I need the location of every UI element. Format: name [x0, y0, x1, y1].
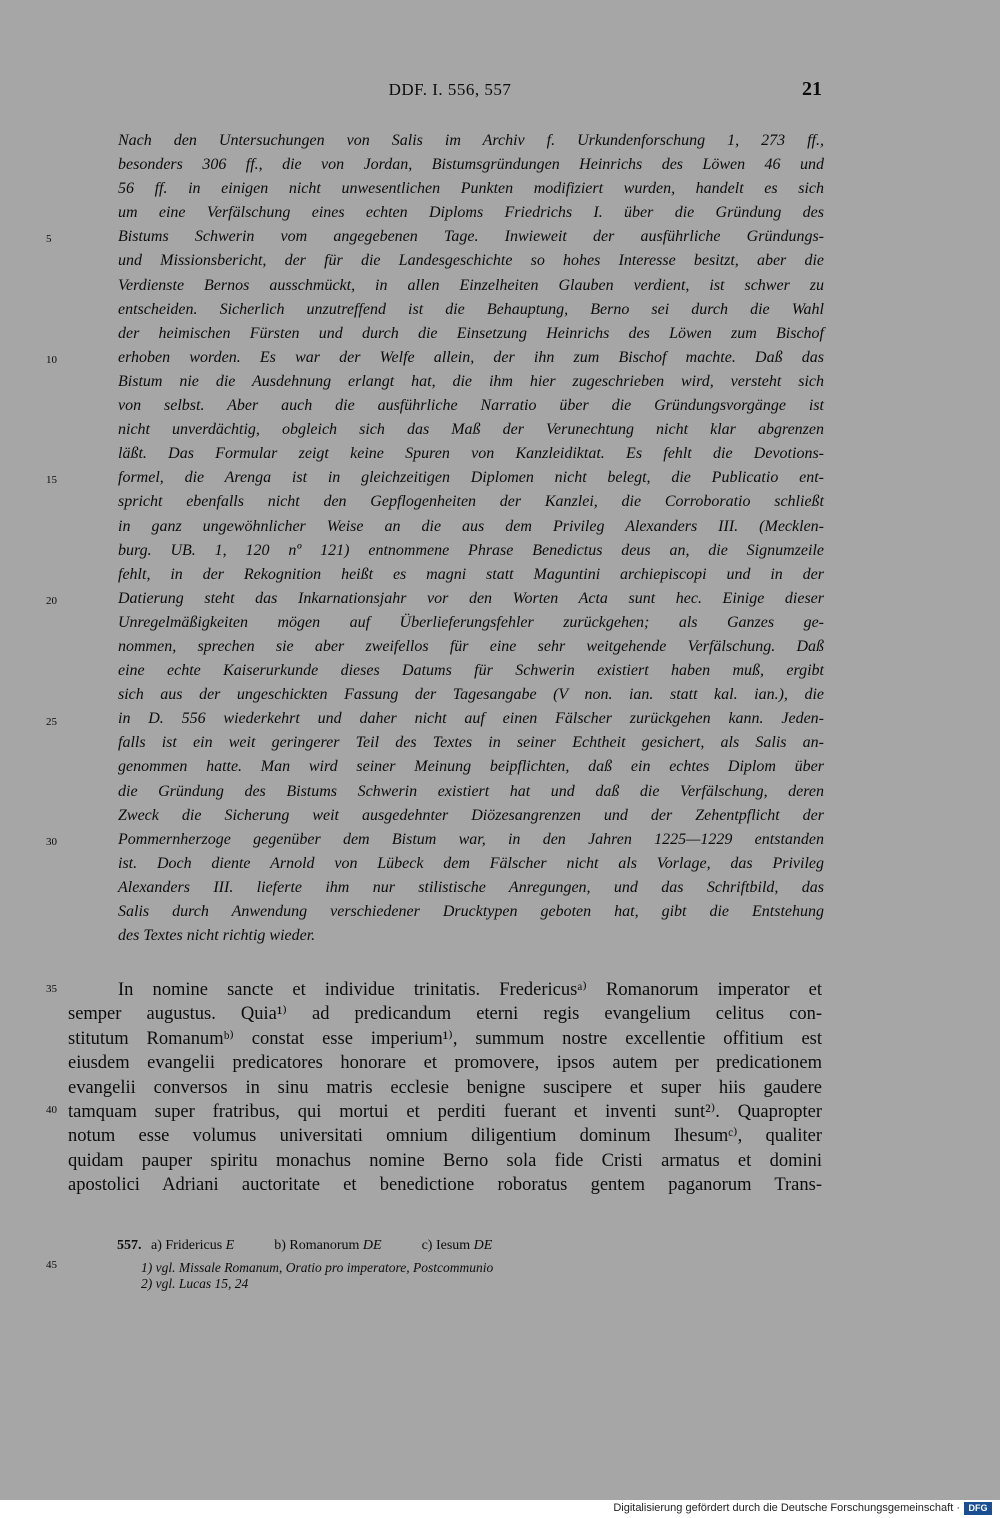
apparatus-sigla: E — [225, 1238, 235, 1253]
commentary-line: nicht unverdächtig, obgleich sich das Maß der Verunechtung nicht klar abgrenzen — [118, 421, 824, 439]
apparatus-reading: Fridericus — [165, 1238, 223, 1253]
apparatus-key: c) — [421, 1238, 433, 1253]
source-note: 1) vgl. Missale Romanum, Oratio pro imperatore, Postcommunio — [141, 1260, 494, 1275]
apparatus-entry — [274, 1236, 381, 1256]
charter-text — [68, 978, 822, 1198]
commentary-line: des Textes nicht richtig wieder. — [118, 927, 316, 945]
line-number: 15 — [46, 474, 57, 486]
commentary-line: Salis durch Anwendung verschiedener Drucktypen geboten hat, gibt die Entstehung — [118, 903, 824, 920]
running-header: DDF. I. 556, 557 — [388, 80, 512, 99]
text-line: eiusdem evangelii predicatores honorare et promovere, ipsos autem per predicationem — [68, 1053, 822, 1074]
apparatus-reading: Iesum — [435, 1238, 471, 1253]
apparatus-key: a) — [151, 1238, 162, 1253]
commentary-line: Pommernherzoge gegenüber dem Bistum war, in den Jahren 1225—1229 entstanden — [118, 830, 824, 848]
document-number: 557. — [117, 1238, 142, 1253]
commentary-line: läßt. Das Formular zeigt keine Spuren von Kanzleidiktat. Es fehlt die Devotions- — [118, 445, 824, 463]
commentary-line: Verdienste Bernos ausschmückt, in allen Einzelheiten Glauben verdient, ist schwer zu — [118, 276, 824, 294]
line-number: 10 — [46, 354, 57, 366]
commentary-line: 56 ff. in einigen nicht unwesentlichen Punkten modifiziert wurden, handelt es sich — [118, 180, 824, 198]
commentary-line: Zweck die Sicherung weit ausgedehnter Diözesangrenzen und der Zehentpflicht der — [118, 806, 824, 824]
commentary-line: Alexanders III. lieferte ihm nur stilistische Anregungen, und das Schriftbild, das — [118, 878, 824, 896]
commentary-line: in D. 556 wiederkehrt und daher nicht auf einen Fälscher zurückgehen kann. Jeden- — [118, 710, 824, 728]
apparatus-entry — [151, 1236, 234, 1256]
commentary-line: Unregelmäßigkeiten mögen auf Überlieferungsfehler zurückgehen; als Ganzes ge- — [118, 613, 824, 631]
critical-apparatus — [117, 1236, 717, 1256]
commentary-line: entscheiden. Sicherlich unzutreffend ist die Behauptung, Berno sei durch die Wahl — [118, 300, 824, 318]
text-line: apostolici Adriani auctoritate et benedictione roboratus gentem paganorum Trans- — [68, 1175, 822, 1196]
commentary-line: von selbst. Aber auch die ausführliche Narratio über die Gründungsvorgänge ist — [118, 397, 824, 415]
editorial-commentary — [118, 129, 824, 948]
commentary-line: und Missionsbericht, der für die Landesgeschichte so hohes Interesse besitzt, aber die — [118, 252, 824, 270]
text-line: semper augustus. Quia¹⁾ ad predicandum eterni regis evangelium celitus con- — [68, 1004, 822, 1025]
text-line: In nomine sancte et individue trinitatis. Fredericusᵃ⁾ Romanorum imperator et — [118, 980, 822, 1000]
commentary-line: Bistums Schwerin vom angegebenen Tage. Inwieweit der ausführliche Gründungs- — [118, 228, 824, 246]
funding-credit: Digitalisierung gefördert durch die Deutsche Forschungsgemeinschaft · — [613, 1502, 960, 1514]
commentary-line: sich aus der ungeschickten Fassung der Tagesangabe (V non. ian. statt kal. ian.), die — [118, 686, 824, 704]
commentary-line: genommen hatte. Man wird seiner Meinung beipflichten, daß ein echtes Diplom über — [118, 758, 824, 776]
commentary-line: Nach den Untersuchungen von Salis im Archiv f. Urkundenforschung 1, 273 ff., — [118, 132, 824, 149]
apparatus-sigla: DE — [362, 1238, 382, 1253]
commentary-line: besonders 306 ff., die von Jordan, Bistumsgründungen Heinrichs des Löwen 46 und — [118, 156, 824, 174]
commentary-line: fehlt, in der Rekognition heißt es magni statt Maguntini archiepiscopi und in der — [118, 565, 824, 583]
text-line: evangelii conversos in sinu matris ecclesie benigne suscipere et super hiis gaudere — [68, 1077, 822, 1098]
source-note: 2) vgl. Lucas 15, 24 — [141, 1276, 249, 1291]
line-number: 30 — [46, 836, 57, 848]
footnotes — [117, 1236, 717, 1292]
text-line: tamquam super fratribus, qui mortui et perditi fuerant et inventi sunt²⁾. Quapropter — [68, 1101, 822, 1122]
commentary-line: erhoben worden. Es war der Welfe allein, der ihn zum Bischof machte. Daß das — [118, 348, 824, 366]
commentary-line: nommen, sprechen sie aber zweifellos für eine sehr weitgehende Verfälschung. Daß — [118, 637, 824, 655]
text-line: notum esse volumus universitati omnium diligentium dominum Ihesumᶜ⁾, qualiter — [68, 1126, 822, 1147]
commentary-line: falls ist ein weit geringerer Teil des Textes in seiner Echtheit gesichert, als Salis an- — [118, 734, 824, 752]
commentary-line: spricht ebenfalls nicht den Gepflogenheiten der Kanzlei, die Corroboratio schließt — [118, 493, 824, 511]
line-number: 40 — [46, 1104, 57, 1116]
line-number: 35 — [46, 983, 57, 995]
commentary-line: in ganz ungewöhnlicher Weise an die aus dem Privileg Alexanders III. (Mecklen- — [118, 517, 824, 535]
footer-bar — [0, 1500, 1000, 1518]
line-number: 45 — [46, 1259, 57, 1271]
apparatus-entry — [422, 1236, 493, 1256]
commentary-line: ist. Doch diente Arnold von Lübeck dem Fälscher nicht als Vorlage, das Privileg — [118, 854, 824, 872]
commentary-line: Datierung steht das Inkarnationsjahr vor den Worten Acta sunt hec. Einige dieser — [118, 589, 824, 607]
commentary-line: burg. UB. 1, 120 nº 121) entnommene Phrase Benedictus deus an, die Signumzeile — [118, 541, 824, 559]
page-number: 21 — [802, 78, 822, 100]
line-number: 5 — [46, 233, 52, 245]
line-number: 25 — [46, 716, 57, 728]
commentary-line: formel, die Arenga ist in gleichzeitigen Diplomen nicht belegt, die Publicatio ent- — [118, 469, 824, 487]
text-line: quidam pauper spiritu monachus nomine Berno sola fide Cristi armatus et domini — [68, 1150, 822, 1171]
commentary-line: die Gründung des Bistums Schwerin existiert hat und daß die Verfälschung, deren — [118, 782, 824, 800]
apparatus-sigla: DE — [473, 1238, 493, 1253]
text-line: stitutum Romanumᵇ⁾ constat esse imperium¹⁾, summum nostre excellentie offitium est — [68, 1028, 822, 1049]
commentary-line: um eine Verfälschung eines echten Diploms Friedrichs I. über die Gründung des — [118, 204, 824, 222]
commentary-line: eine echte Kaiserurkunde dieses Datums für Schwerin existiert haben muß, ergibt — [118, 662, 824, 680]
commentary-line: Bistum nie die Ausdehnung erlangt hat, die ihm hier zugeschrieben wird, versteht sich — [118, 372, 824, 390]
apparatus-reading: Romanorum — [289, 1238, 360, 1253]
commentary-line: der heimischen Fürsten und durch die Einsetzung Heinrichs des Löwen zum Bischof — [118, 324, 824, 342]
dfg-logo: DFG — [964, 1502, 992, 1515]
apparatus-key: b) — [274, 1238, 286, 1253]
source-notes — [117, 1260, 717, 1292]
line-number: 20 — [46, 595, 57, 607]
